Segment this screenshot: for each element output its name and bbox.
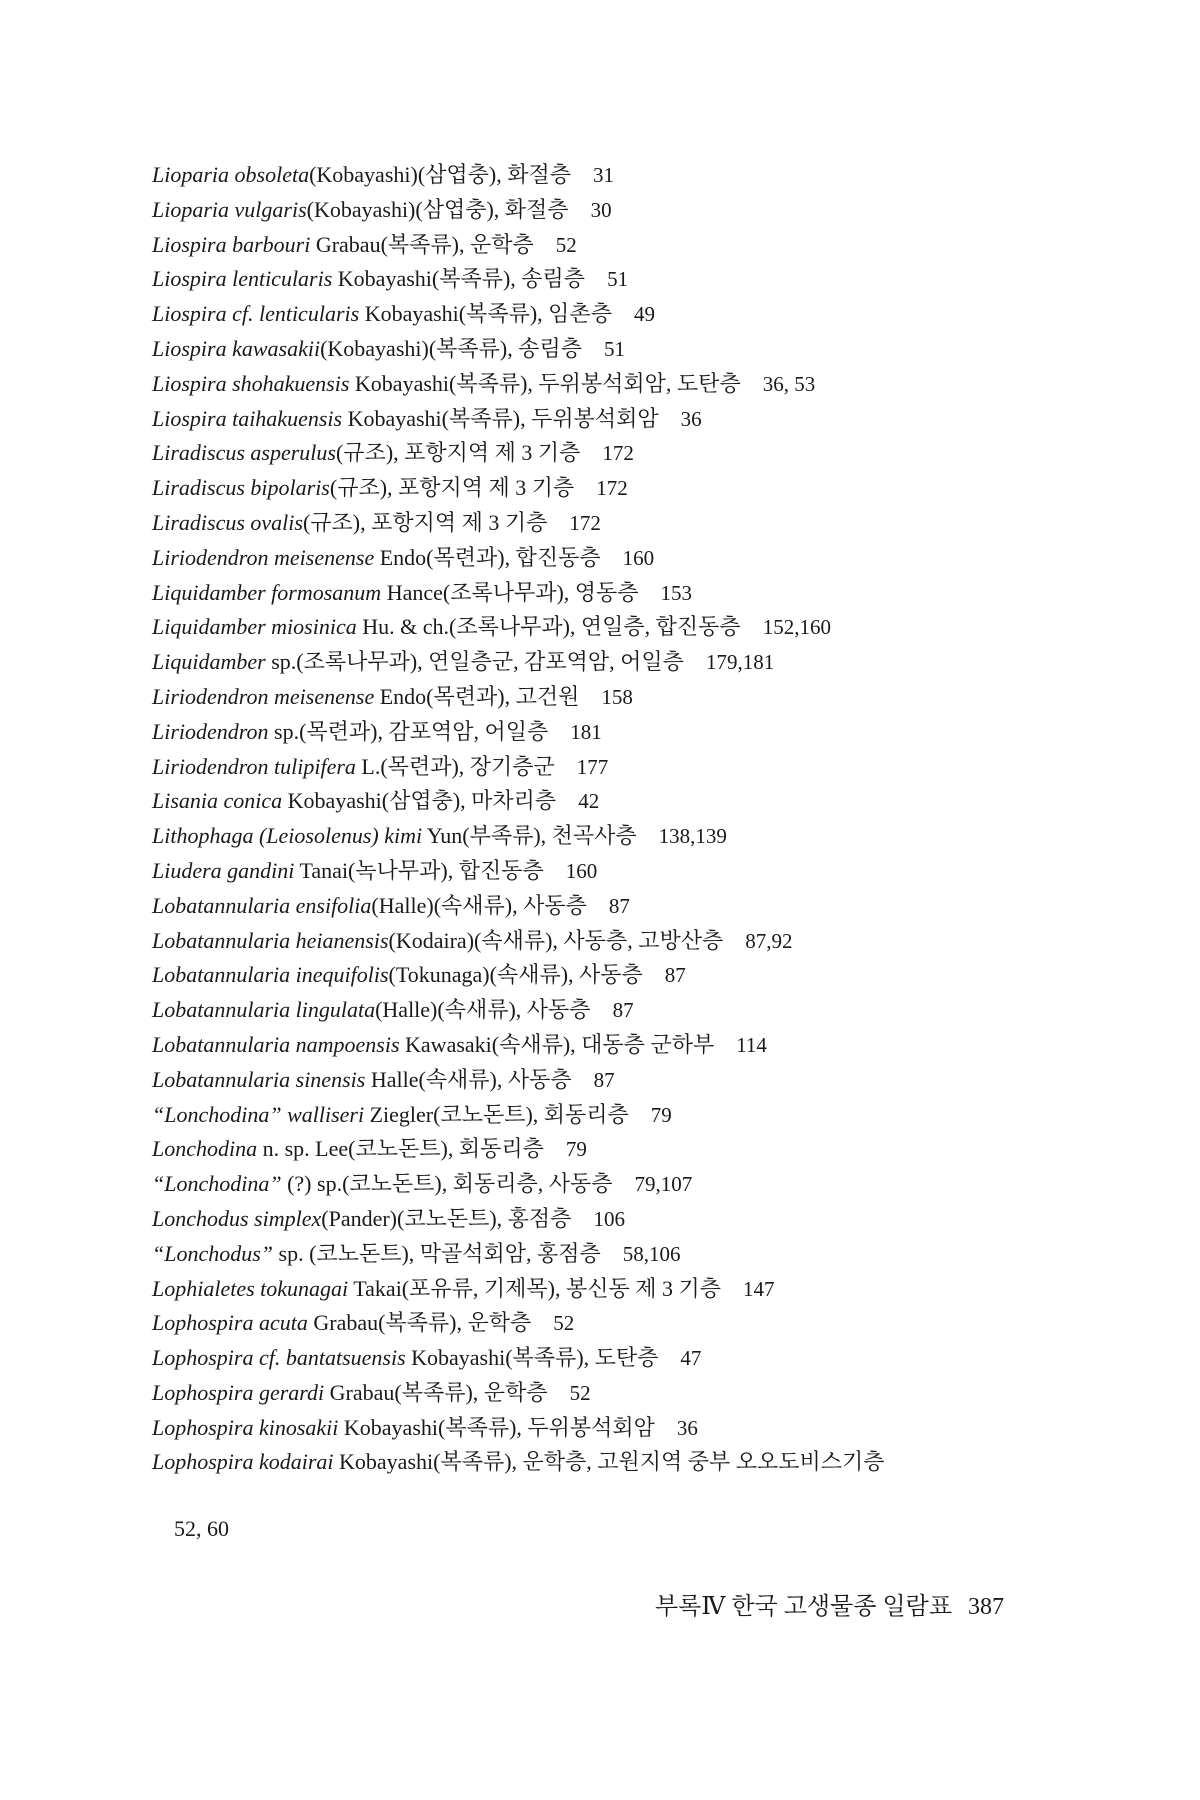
species-name: Lophospira cf. bantatsuensis	[152, 1345, 406, 1371]
index-entry	[152, 262, 1152, 297]
page-reference: 30	[590, 197, 612, 222]
page-reference: 58,106	[622, 1241, 681, 1266]
page-reference: 87,92	[745, 928, 793, 953]
species-details: Grabau(복족류), 운학층	[310, 231, 534, 257]
species-details: L.(목련과), 장기층군	[355, 753, 555, 779]
page-reference: 153	[660, 580, 693, 605]
index-entry	[152, 645, 1152, 680]
index-entry	[152, 1272, 1152, 1307]
species-details: n. sp. Lee(코노돈트), 회동리층	[257, 1136, 544, 1162]
footer-section-title: 부록Ⅳ 한국 고생물종 일람표	[655, 1594, 952, 1620]
page-reference: 114	[736, 1032, 767, 1057]
species-details: (Halle)(속새류), 사동층	[371, 892, 587, 918]
species-details: Kobayashi(복족류), 두위봉석회암	[338, 1414, 655, 1440]
index-entry	[152, 1028, 1152, 1063]
index-entry	[152, 541, 1152, 576]
species-details: (규조), 포항지역 제 3 기층	[329, 475, 575, 501]
index-entry	[152, 332, 1152, 367]
page-reference: 87	[608, 893, 630, 918]
index-entry	[152, 854, 1152, 889]
species-name: “Lonchodina”	[152, 1171, 282, 1197]
species-details: (Kobayashi)(삼엽충), 화절층	[309, 162, 571, 187]
species-name: Lonchodus simplex	[152, 1205, 322, 1231]
species-details: Kobayashi(복족류), 임촌층	[359, 301, 612, 327]
species-details: Kobayashi(복족류), 두위봉석회암, 도탄층	[349, 370, 741, 396]
species-details: Kobayashi(삼엽충), 마차리층	[282, 788, 557, 814]
species-name: Lobatannularia nampoensis	[152, 1031, 400, 1057]
page-reference: 106	[593, 1206, 625, 1231]
page-reference: 87	[612, 998, 634, 1023]
index-entry	[152, 471, 1152, 506]
page-reference: 160	[622, 545, 655, 570]
species-details: Takai(포유류, 기제목), 봉신동 제 3 기층	[348, 1275, 721, 1301]
continuation-pages: 52, 60	[174, 1516, 229, 1541]
species-name: Lioparia vulgaris	[152, 196, 307, 222]
species-name: Lophialetes tokunagai	[152, 1275, 349, 1301]
page-reference: 172	[602, 441, 634, 466]
index-entry	[152, 1376, 1152, 1411]
index-entry	[152, 158, 1152, 193]
species-name: Liudera gandini	[152, 857, 295, 883]
species-name: “Lonchodina” walliseri	[152, 1101, 365, 1127]
page-reference: 47	[680, 1346, 702, 1371]
species-name: Lobatannularia lingulata	[152, 997, 376, 1023]
species-index-list	[152, 158, 1152, 1480]
page-reference: 181	[570, 719, 602, 744]
index-entry	[152, 1341, 1152, 1376]
species-details: (Kodaira)(속새류), 사동층, 고방산층	[388, 927, 724, 953]
index-entry	[152, 1445, 1152, 1480]
page-reference: 152,160	[762, 615, 831, 640]
page-reference: 49	[633, 302, 655, 327]
page-reference: 158	[601, 684, 633, 709]
index-entry	[152, 958, 1152, 993]
species-name: Lophospira acuta	[152, 1310, 308, 1336]
page-reference: 31	[593, 163, 614, 187]
page-reference: 147	[742, 1276, 775, 1301]
page-reference: 52	[555, 232, 577, 257]
species-details: sp.(목련과), 감포역암, 어일층	[268, 718, 549, 744]
species-details: (Halle)(속새류), 사동층	[375, 997, 591, 1023]
species-details: (규조), 포항지역 제 3 기층	[302, 509, 548, 535]
species-name: Liospira taihakuensis	[152, 405, 343, 431]
species-name: Liospira kawasakii	[152, 335, 321, 361]
page-footer	[655, 1586, 1004, 1621]
species-details: sp. (코노돈트), 막골석회암, 홍점층	[273, 1240, 601, 1266]
index-entry	[152, 228, 1152, 263]
index-entry	[152, 993, 1152, 1028]
species-details: Kawasaki(속새류), 대동층 군하부	[399, 1031, 715, 1057]
species-details: Halle(속새류), 사동층	[365, 1066, 572, 1092]
species-name: Liriodendron	[152, 718, 269, 744]
species-details: sp.(조록나무과), 연일층군, 감포역암, 어일층	[265, 649, 684, 675]
species-name: Liriodendron meisenense	[152, 544, 375, 570]
species-name: Liquidamber formosanum	[152, 579, 382, 605]
page-reference: 52	[553, 1311, 575, 1336]
page-reference: 36	[676, 1415, 698, 1440]
index-entry	[152, 680, 1152, 715]
species-name: Liradiscus asperulus	[152, 440, 336, 466]
index-entry	[152, 819, 1152, 854]
species-name: Lonchodina	[152, 1136, 258, 1162]
page-reference: 177	[576, 754, 609, 779]
species-details: Tanai(녹나무과), 합진동층	[294, 857, 544, 883]
index-entry	[152, 576, 1152, 611]
species-name: Liradiscus bipolaris	[152, 475, 330, 501]
species-name: “Lonchodus”	[152, 1240, 274, 1266]
species-name: Lobatannularia sinensis	[152, 1066, 366, 1092]
index-entry	[152, 784, 1152, 819]
index-entry	[152, 715, 1152, 750]
species-name: Liospira shohakuensis	[152, 370, 350, 396]
page-reference: 79,107	[634, 1172, 693, 1197]
index-entry	[152, 193, 1152, 228]
species-details: (Pander)(코노돈트), 홍점층	[321, 1205, 572, 1231]
species-details: Endo(목련과), 합진동층	[374, 544, 601, 570]
species-details: Yun(부족류), 천곡사층	[422, 823, 637, 849]
page-reference: 42	[578, 789, 600, 814]
index-entry	[152, 367, 1152, 402]
species-details: (Kobayashi)(복족류), 송림층	[320, 335, 582, 361]
index-entry	[152, 436, 1152, 471]
page-reference: 36, 53	[762, 371, 816, 396]
species-name: Lobatannularia ensifolia	[152, 892, 372, 918]
species-details: Ziegler(코노돈트), 회동리층	[364, 1101, 629, 1127]
index-entry	[152, 1306, 1152, 1341]
species-name: Lithophaga (Leiosolenus) kimi	[152, 823, 423, 849]
index-entry	[152, 924, 1152, 959]
species-details: Grabau(복족류), 운학층	[307, 1310, 532, 1336]
page-reference: 160	[565, 858, 598, 883]
species-name: Lobatannularia inequifolis	[152, 962, 389, 988]
species-details: Kobayashi(복족류), 도탄층	[405, 1345, 659, 1371]
index-entry	[152, 297, 1152, 332]
index-entry	[152, 1132, 1152, 1167]
page-reference: 138,139	[658, 824, 727, 849]
index-entry	[152, 1167, 1152, 1202]
species-details: (?) sp.(코노돈트), 회동리층, 사동층	[281, 1171, 613, 1197]
species-details: Hu. & ch.(조록나무과), 연일층, 합진동층	[356, 614, 741, 640]
page-reference: 172	[596, 476, 628, 501]
species-details: Kobayashi(복족류), 운학층, 고원지역 중부 오오도비스기층	[333, 1449, 885, 1475]
species-details: (Kobayashi)(삼엽충), 화절층	[306, 196, 569, 222]
species-name: Lisania conica	[152, 788, 283, 814]
species-name: Liriodendron meisenense	[152, 683, 375, 709]
species-name: Liospira cf. lenticularis	[152, 301, 360, 327]
species-name: Liquidamber miosinica	[152, 614, 357, 640]
page-reference: 36	[680, 406, 702, 431]
index-entry	[152, 889, 1152, 924]
species-name: Liospira barbouri	[152, 231, 311, 257]
index-entry	[152, 1202, 1152, 1237]
page-number: 387	[968, 1594, 1004, 1620]
species-name: Lophospira gerardi	[152, 1379, 325, 1405]
index-entry	[152, 402, 1152, 437]
species-details: Kobayashi(복족류), 송림층	[332, 266, 586, 292]
index-entry	[152, 1098, 1152, 1133]
index-entry	[152, 750, 1152, 785]
species-name: Lobatannularia heianensis	[152, 927, 389, 953]
species-details: Hance(조록나무과), 영동층	[381, 579, 639, 605]
page-reference: 87	[664, 963, 686, 988]
page-reference: 79	[565, 1137, 587, 1162]
index-entry	[152, 1411, 1152, 1446]
page-reference: 51	[604, 336, 625, 361]
species-details: Endo(목련과), 고건원	[374, 683, 580, 709]
page-reference: 179,181	[705, 650, 775, 675]
species-name: Lioparia obsoleta	[152, 162, 310, 187]
page-reference: 51	[607, 267, 629, 292]
species-name: Liospira lenticularis	[152, 266, 333, 292]
species-details: (규조), 포항지역 제 3 기층	[335, 440, 581, 466]
page-reference: 79	[650, 1102, 672, 1127]
index-entry	[152, 1237, 1152, 1272]
species-name: Liradiscus ovalis	[152, 509, 303, 535]
species-name: Lophospira kodairai	[152, 1449, 334, 1475]
species-details: (Tokunaga)(속새류), 사동층	[388, 962, 643, 988]
species-details: Kobayashi(복족류), 두위봉석회암	[342, 405, 659, 431]
species-name: Lophospira kinosakii	[152, 1414, 339, 1440]
index-entry	[152, 1063, 1152, 1098]
species-details: Grabau(복족류), 운학층	[324, 1379, 548, 1405]
species-name: Liriodendron tulipifera	[152, 753, 356, 779]
page-reference: 172	[569, 510, 601, 535]
page-reference: 52	[569, 1380, 591, 1405]
index-entry	[152, 506, 1152, 541]
index-entry	[152, 610, 1152, 645]
page-reference: 87	[593, 1067, 615, 1092]
species-name: Liquidamber	[152, 649, 266, 675]
